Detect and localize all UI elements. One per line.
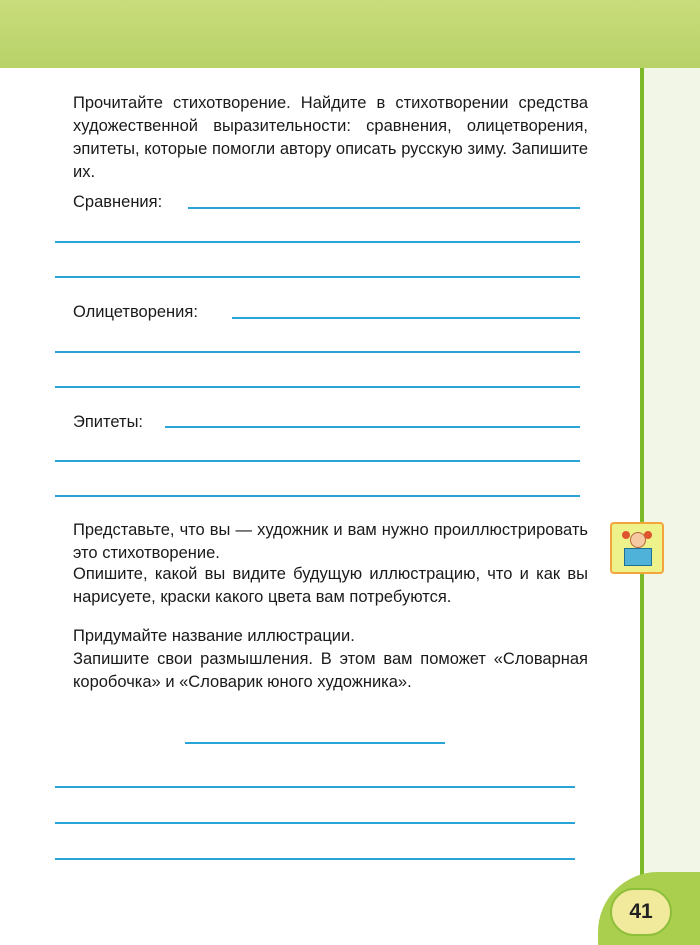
task-2-paragraph-1: Представьте, что вы — художник и вам нужно проиллюстрировать это стихотворение. xyxy=(73,521,588,562)
personifications-label: Олицетворения: xyxy=(73,303,198,321)
reflection-line-2[interactable] xyxy=(55,822,575,824)
epithets-line-3[interactable] xyxy=(55,495,580,497)
comparisons-label: Сравнения: xyxy=(73,193,163,211)
epithets-line-2[interactable] xyxy=(55,460,580,462)
top-decor-band xyxy=(0,0,700,68)
task-2-paragraph-3: Придумайте название иллюстрации. xyxy=(73,627,355,645)
epithets-label: Эпитеты: xyxy=(73,413,144,431)
right-margin xyxy=(643,68,700,945)
task-1-instructions: Прочитайте стихотворение. Найдите в стихотворении средства художественной выразительности: сравнения, олицетворения, эпитеты, которые помогли автору описать русскую зиму. Запишите их. xyxy=(73,94,588,181)
task-2-paragraph-4: Запишите свои размышления. В этом вам поможет «Словарная коробочка» и «Словарик юного художника». xyxy=(73,650,588,691)
comparisons-line-2[interactable] xyxy=(55,241,580,243)
personifications-line-2[interactable] xyxy=(55,351,580,353)
child-reading-icon xyxy=(610,522,664,574)
epithets-line-1[interactable] xyxy=(165,426,580,428)
reflection-line-3[interactable] xyxy=(55,858,575,860)
personifications-line-3[interactable] xyxy=(55,386,580,388)
comparisons-line-3[interactable] xyxy=(55,276,580,278)
reflection-line-1[interactable] xyxy=(55,786,575,788)
personifications-line-1[interactable] xyxy=(232,317,580,319)
comparisons-line-1[interactable] xyxy=(188,207,580,209)
margin-line xyxy=(640,68,644,888)
illustration-title-line[interactable] xyxy=(185,742,445,744)
task-2-paragraph-2: Опишите, какой вы видите будущую иллюстрацию, что и как вы нарисуете, краски какого цвета вам потребуются. xyxy=(73,565,588,606)
page-number: 41 xyxy=(610,888,672,936)
